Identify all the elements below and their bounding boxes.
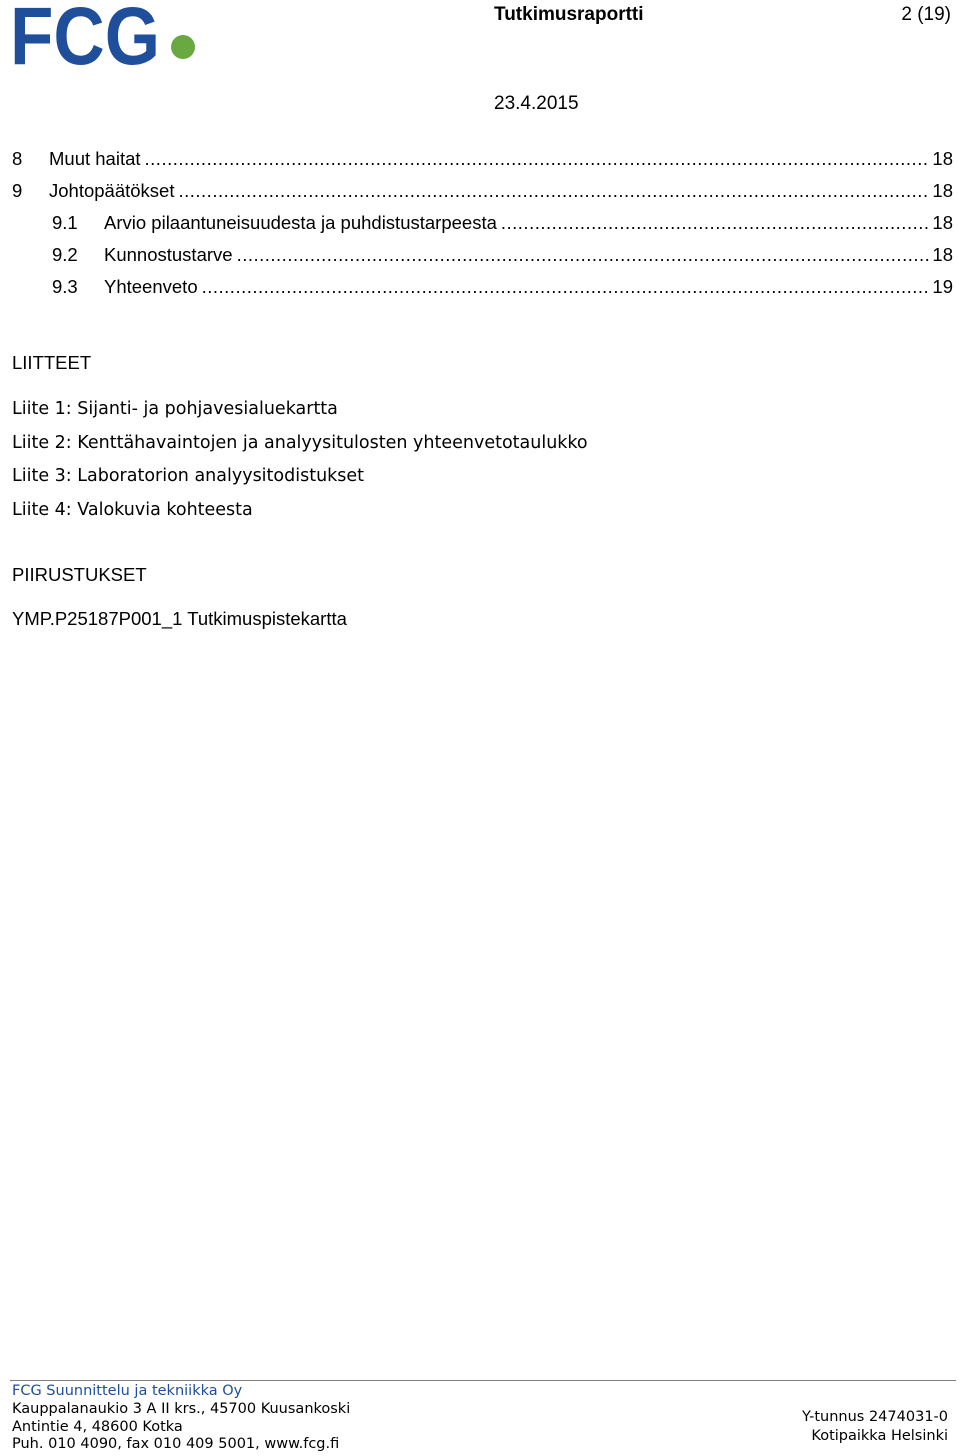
drawing-item: YMP.P25187P001_1 Tutkimuspistekartta <box>12 608 347 629</box>
toc-page: 18 <box>932 212 953 233</box>
toc-leader <box>178 180 930 202</box>
toc-number: 8 <box>12 148 23 169</box>
appendix-list <box>12 397 588 531</box>
appendix-item: Liite 2: Kenttähavaintojen ja analyysitulosten yhteenvetotaulukko <box>12 432 588 453</box>
footer-address-block <box>12 1383 350 1454</box>
footer-business-id: Y-tunnus 2474031-0 <box>801 1409 948 1425</box>
toc-leader <box>145 148 931 170</box>
footer-domicile: Kotipaikka Helsinki <box>811 1427 948 1444</box>
appendices-heading: LIITTEET <box>12 352 92 373</box>
toc-page: 18 <box>932 244 953 265</box>
footer-registration-block <box>802 1408 948 1445</box>
toc-page: 19 <box>932 276 953 297</box>
toc-entry[interactable] <box>12 276 953 308</box>
toc-entry[interactable] <box>12 244 953 276</box>
logo-dot <box>171 35 195 59</box>
footer-divider <box>10 1380 956 1381</box>
toc-leader <box>237 244 931 266</box>
appendix-item: Liite 4: Valokuvia kohteesta <box>12 499 253 520</box>
footer-address-2: Antintie 4, 48600 Kotka <box>12 1418 183 1435</box>
toc-title: Yhteenveto <box>104 276 198 297</box>
toc-title: Muut haitat <box>49 148 141 169</box>
toc-entry[interactable] <box>12 148 953 180</box>
page-number: 2 (19) <box>901 4 951 25</box>
drawings-heading: PIIRUSTUKSET <box>12 564 147 585</box>
footer-address-1: Kauppalanaukio 3 A II krs., 45700 Kuusankoski <box>12 1400 351 1417</box>
appendix-item: Liite 1: Sijanti- ja pohjavesialuekartta <box>12 399 338 419</box>
toc-title: Johtopäätökset <box>49 180 175 201</box>
toc-leader <box>202 276 931 298</box>
appendix-item: Liite 3: Laboratorion analyysitodistukset <box>12 466 365 486</box>
table-of-contents <box>12 148 953 308</box>
toc-number: 9.2 <box>52 244 78 265</box>
fcg-logo <box>10 2 200 68</box>
toc-title: Arvio pilaantuneisuudesta ja puhdistustarpeesta <box>104 212 497 233</box>
footer-company: FCG Suunnittelu ja tekniikka Oy <box>12 1383 243 1399</box>
logo-text: FCG <box>10 2 160 68</box>
toc-entry[interactable] <box>12 212 953 244</box>
toc-number: 9.3 <box>52 276 78 297</box>
toc-page: 18 <box>932 180 953 201</box>
document-date: 23.4.2015 <box>494 93 579 114</box>
toc-number: 9 <box>12 180 23 201</box>
document-type: Tutkimusraportti <box>494 4 644 25</box>
footer-contact: Puh. 010 4090, fax 010 409 5001, www.fcg.fi <box>12 1436 340 1453</box>
toc-leader <box>501 212 931 234</box>
toc-number: 9.1 <box>52 212 78 233</box>
toc-entry[interactable] <box>12 180 953 212</box>
toc-page: 18 <box>932 148 953 169</box>
toc-title: Kunnostustarve <box>104 244 233 265</box>
